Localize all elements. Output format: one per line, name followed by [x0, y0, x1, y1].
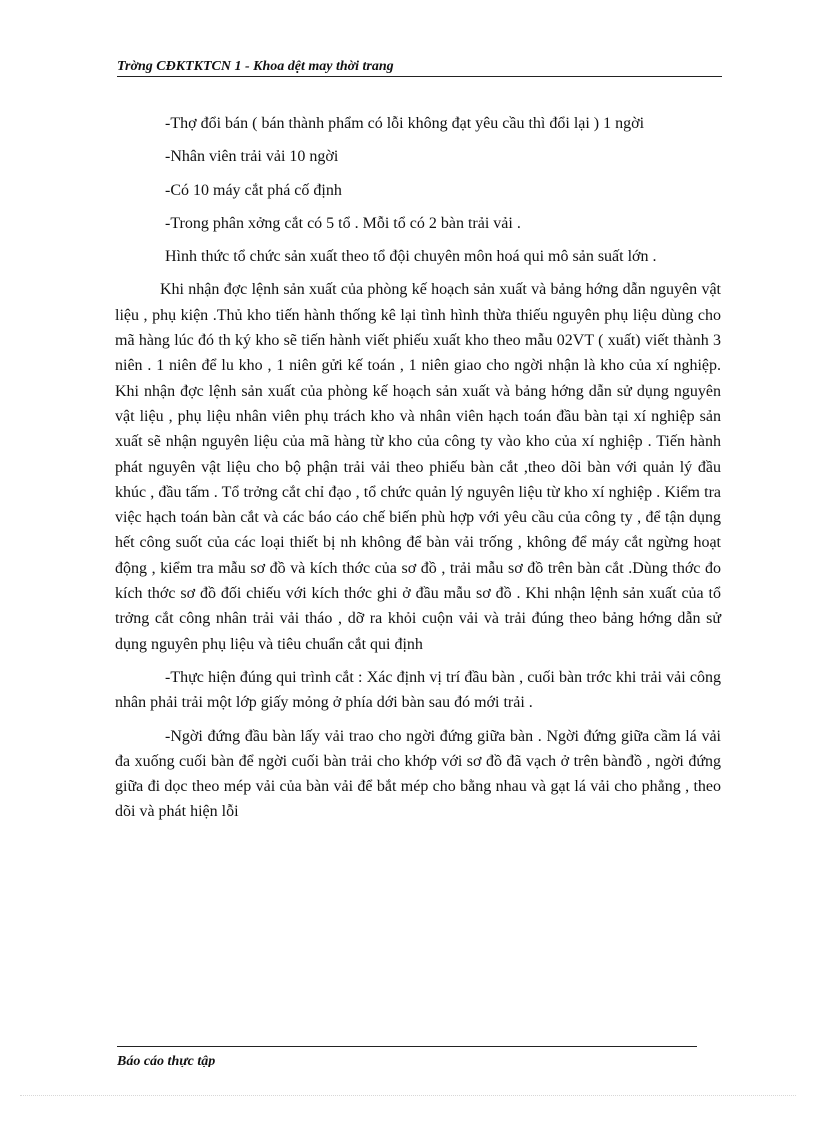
paragraph-organization-form: Hình thức tổ chức sản xuất theo tổ đội chuyên môn hoá qui mô sản suất lớn .: [165, 248, 657, 266]
paragraph-workshop-teams: -Trong phân xởng cắt có 5 tổ . Mỗi tổ có 2 bàn trải vải .: [165, 214, 521, 232]
paragraph-worker-swap: -Thợ đổi bán ( bán thành phẩm có lỗi không đạt yêu cầu thì đổi lại ) 1 ngời: [165, 115, 645, 132]
paragraph-production-process: Khi nhận đợc lệnh sản xuất của phòng kế hoạch sản xuất và bảng hớng dẫn nguyên vật liệu , phụ kiện .Thủ kho tiến hành thống kê lại tình hình thừa thiếu nguyên phụ liệu dùng cho mã hàng lúc đó th ký kho sẽ tiến hành viết phiếu xuất kho theo mẫu 02VT ( xuất) viết thành 3 niên . 1 niên để lu kho , 1 niên gửi kế toán , 1 niên giao cho ngời nhận là kho của xí nghiệp. Khi nhận đợc lệnh sản xuất của phòng kế hoạch sản xuất và bảng hớng dẫn sử dụng nguyên vật liệu , phụ liệu nhân viên phụ trách kho và nhân viên hạch toán đầu bàn tại xí nghiệp sản xuất sẽ nhận nguyên liệu của mã hàng từ kho của công ty vào kho của xí nghiệp . Tiến hành phát nguyên vật liệu cho bộ phận trải vải theo phiếu bàn cắt ,theo dõi bàn với quản lý đầu khúc , đầu tấm . Tổ trởng cắt chỉ đạo , tổ chức quản lý nguyên liệu từ kho xí nghiệp . Kiểm tra việc hạch toán bàn cắt và các báo cáo chế biến phù hợp với yêu cầu của công ty , để tận dụng hết công suốt của các loại thiết bị nh không để bàn vải trống , không để máy cắt ngừng hoạt động , kiểm tra mẫu sơ đồ và kích thớc của sơ đồ , trải mẫu sơ đồ trên bàn cắt .Dùng thớc đo kích thớc sơ đồ đối chiếu với kích thớc ghi ở đầu mẫu sơ đồ . Khi nhận lệnh sản xuất của tổ trởng cắt công nhân trải vải tháo , dỡ ra khỏi cuộn vải và trải đúng theo bảng hớng dẫn sử dụng nguyên phụ liệu và tiêu chuẩn cắt qui định: [115, 281, 721, 653]
paragraph-cutting-machines: -Có 10 máy cắt phá cố định: [165, 181, 342, 199]
page-header: Trờng CĐKTKTCN 1 - Khoa dệt may thời trang: [117, 58, 722, 77]
document-body: [115, 111, 721, 825]
paragraph-table-workers: -Ngời đứng đầu bàn lấy vải trao cho ngời đứng giữa bàn . Ngời đứng giữa cầm lá vải đa xuống cuối bàn để ngời cuối bàn trải cho khớp với sơ đồ đã vạch ở trên bànđồ , ngời đứng giữa đi dọc theo mép vải của bàn vải để bắt mép cho bằng nhau và gạt lá vải cho phẳng , theo dõi và phát hiện lỗi: [115, 727, 721, 821]
paragraph-spreading-staff: -Nhân viên trải vải 10 ngời: [165, 148, 339, 166]
paragraph-cutting-procedure: -Thực hiện đúng qui trình cắt : Xác định vị trí đầu bàn , cuối bàn trớc khi trải vải công nhân phải trải một lớp giấy mỏng ở phía dới bàn sau đó mới trải .: [115, 668, 721, 712]
page-footer: Báo cáo thực tập: [117, 1046, 697, 1067]
page-bottom-divider: [20, 1095, 796, 1096]
